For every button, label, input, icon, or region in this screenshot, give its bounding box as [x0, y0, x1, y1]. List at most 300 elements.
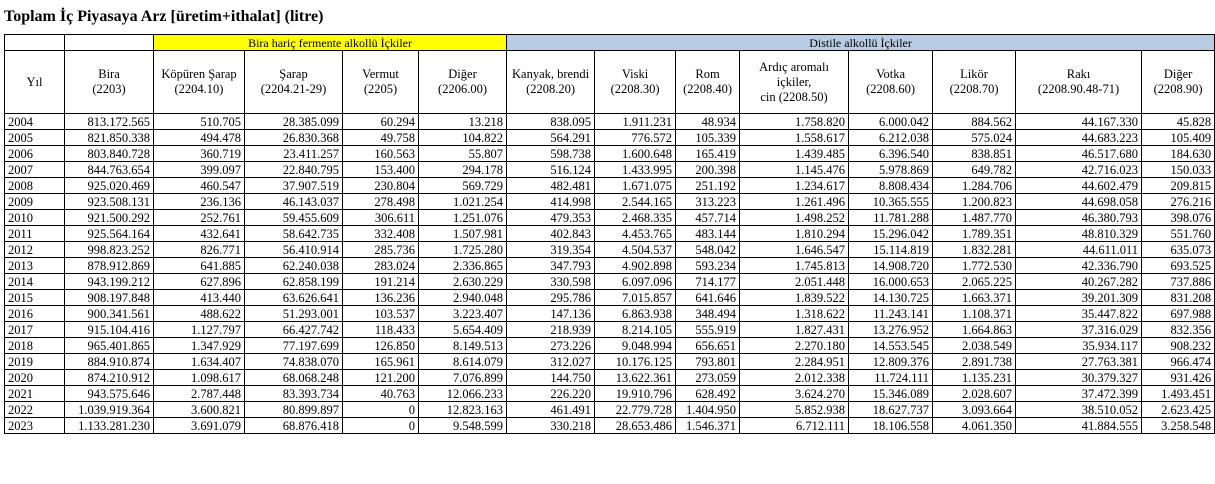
- value-cell[interactable]: 11.781.288: [849, 210, 933, 226]
- value-cell[interactable]: 3.258.548: [1142, 418, 1215, 434]
- value-cell[interactable]: 12.066.233: [419, 386, 507, 402]
- value-cell[interactable]: 402.843: [507, 226, 595, 242]
- value-cell[interactable]: 2.891.738: [933, 354, 1016, 370]
- value-cell[interactable]: 252.761: [154, 210, 245, 226]
- value-cell[interactable]: 432.641: [154, 226, 245, 242]
- value-cell[interactable]: 5.852.938: [740, 402, 849, 418]
- value-cell[interactable]: 2.940.048: [419, 290, 507, 306]
- value-cell[interactable]: 2.284.951: [740, 354, 849, 370]
- year-cell[interactable]: 2013: [5, 258, 65, 274]
- value-cell[interactable]: 105.409: [1142, 130, 1215, 146]
- year-cell[interactable]: 2009: [5, 194, 65, 210]
- value-cell[interactable]: 2.787.448: [154, 386, 245, 402]
- value-cell[interactable]: 28.385.099: [245, 114, 343, 130]
- year-cell[interactable]: 2018: [5, 338, 65, 354]
- column-header[interactable]: [1142, 51, 1215, 114]
- value-cell[interactable]: 218.939: [507, 322, 595, 338]
- value-cell[interactable]: 294.178: [419, 162, 507, 178]
- value-cell[interactable]: 312.027: [507, 354, 595, 370]
- column-header[interactable]: [245, 51, 343, 114]
- year-cell[interactable]: 2023: [5, 418, 65, 434]
- value-cell[interactable]: 838.851: [933, 146, 1016, 162]
- year-cell[interactable]: 2010: [5, 210, 65, 226]
- value-cell[interactable]: 483.144: [676, 226, 740, 242]
- value-cell[interactable]: 74.838.070: [245, 354, 343, 370]
- value-cell[interactable]: 11.243.141: [849, 306, 933, 322]
- value-cell[interactable]: 460.547: [154, 178, 245, 194]
- group-distilled[interactable]: Distile alkollü İçkiler: [507, 35, 1215, 51]
- value-cell[interactable]: 306.611: [343, 210, 419, 226]
- value-cell[interactable]: 635.073: [1142, 242, 1215, 258]
- value-cell[interactable]: 4.453.765: [595, 226, 676, 242]
- column-header-code: (2208.30): [610, 82, 660, 96]
- value-cell[interactable]: 1.911.231: [595, 114, 676, 130]
- value-cell[interactable]: 1.493.451: [1142, 386, 1215, 402]
- value-cell[interactable]: 347.793: [507, 258, 595, 274]
- value-cell[interactable]: 965.401.865: [65, 338, 154, 354]
- value-cell[interactable]: 58.642.735: [245, 226, 343, 242]
- value-cell[interactable]: 1.758.820: [740, 114, 849, 130]
- value-cell[interactable]: 3.223.407: [419, 306, 507, 322]
- column-header[interactable]: [1016, 51, 1142, 114]
- value-cell[interactable]: 628.492: [676, 386, 740, 402]
- value-cell[interactable]: 1.039.919.364: [65, 402, 154, 418]
- value-cell[interactable]: 998.823.252: [65, 242, 154, 258]
- value-cell[interactable]: 7.015.857: [595, 290, 676, 306]
- group-header-row: [5, 35, 1215, 51]
- value-cell[interactable]: 921.500.292: [65, 210, 154, 226]
- value-cell[interactable]: 27.763.381: [1016, 354, 1142, 370]
- value-cell[interactable]: 230.804: [343, 178, 419, 194]
- column-header[interactable]: [419, 51, 507, 114]
- value-cell[interactable]: 4.061.350: [933, 418, 1016, 434]
- value-cell[interactable]: 13.276.952: [849, 322, 933, 338]
- value-cell[interactable]: 1.600.648: [595, 146, 676, 162]
- value-cell[interactable]: 494.478: [154, 130, 245, 146]
- value-cell[interactable]: 1.671.075: [595, 178, 676, 194]
- value-cell[interactable]: 2.028.607: [933, 386, 1016, 402]
- value-cell[interactable]: 714.177: [676, 274, 740, 290]
- value-cell[interactable]: 1.284.706: [933, 178, 1016, 194]
- value-cell[interactable]: 80.899.897: [245, 402, 343, 418]
- value-cell[interactable]: 136.236: [343, 290, 419, 306]
- value-cell[interactable]: 6.712.111: [740, 418, 849, 434]
- value-cell[interactable]: 15.296.042: [849, 226, 933, 242]
- value-cell[interactable]: 13.218: [419, 114, 507, 130]
- value-cell[interactable]: 283.024: [343, 258, 419, 274]
- year-cell[interactable]: 2019: [5, 354, 65, 370]
- value-cell[interactable]: 30.379.327: [1016, 370, 1142, 386]
- value-cell[interactable]: 83.393.734: [245, 386, 343, 402]
- column-header[interactable]: [65, 51, 154, 114]
- value-cell[interactable]: 16.000.653: [849, 274, 933, 290]
- value-cell[interactable]: 1.664.863: [933, 322, 1016, 338]
- value-cell[interactable]: 62.240.038: [245, 258, 343, 274]
- value-cell[interactable]: 900.341.561: [65, 306, 154, 322]
- value-cell[interactable]: 1.810.294: [740, 226, 849, 242]
- value-cell[interactable]: 18.627.737: [849, 402, 933, 418]
- value-cell[interactable]: 150.033: [1142, 162, 1215, 178]
- value-cell[interactable]: 44.698.058: [1016, 194, 1142, 210]
- value-cell[interactable]: 11.724.111: [849, 370, 933, 386]
- value-cell[interactable]: 35.447.822: [1016, 306, 1142, 322]
- value-cell[interactable]: 697.988: [1142, 306, 1215, 322]
- year-cell[interactable]: 2004: [5, 114, 65, 130]
- value-cell[interactable]: 165.419: [676, 146, 740, 162]
- value-cell[interactable]: 48.934: [676, 114, 740, 130]
- value-cell[interactable]: 2.038.549: [933, 338, 1016, 354]
- value-cell[interactable]: 6.000.042: [849, 114, 933, 130]
- value-cell[interactable]: 482.481: [507, 178, 595, 194]
- column-header[interactable]: [676, 51, 740, 114]
- value-cell[interactable]: 44.611.011: [1016, 242, 1142, 258]
- value-cell[interactable]: 153.400: [343, 162, 419, 178]
- value-cell[interactable]: 884.910.874: [65, 354, 154, 370]
- value-cell[interactable]: 46.517.680: [1016, 146, 1142, 162]
- value-cell[interactable]: 273.226: [507, 338, 595, 354]
- value-cell[interactable]: 49.758: [343, 130, 419, 146]
- value-cell[interactable]: 8.614.079: [419, 354, 507, 370]
- value-cell[interactable]: 251.192: [676, 178, 740, 194]
- value-cell[interactable]: 44.683.223: [1016, 130, 1142, 146]
- value-cell[interactable]: 319.354: [507, 242, 595, 258]
- value-cell[interactable]: 1.646.547: [740, 242, 849, 258]
- value-cell[interactable]: 844.763.654: [65, 162, 154, 178]
- group-header-blank: [65, 35, 154, 51]
- value-cell[interactable]: 1.251.076: [419, 210, 507, 226]
- value-cell[interactable]: 46.143.037: [245, 194, 343, 210]
- value-cell[interactable]: 3.093.664: [933, 402, 1016, 418]
- value-cell[interactable]: 273.059: [676, 370, 740, 386]
- value-cell[interactable]: 1.832.281: [933, 242, 1016, 258]
- value-cell[interactable]: 3.691.079: [154, 418, 245, 434]
- value-cell[interactable]: 414.998: [507, 194, 595, 210]
- value-cell[interactable]: 209.815: [1142, 178, 1215, 194]
- value-cell[interactable]: 593.234: [676, 258, 740, 274]
- value-cell[interactable]: 1.108.371: [933, 306, 1016, 322]
- value-cell[interactable]: 40.763: [343, 386, 419, 402]
- value-cell[interactable]: 1.772.530: [933, 258, 1016, 274]
- value-cell[interactable]: 931.426: [1142, 370, 1215, 386]
- value-cell[interactable]: 915.104.416: [65, 322, 154, 338]
- column-header[interactable]: [507, 51, 595, 114]
- value-cell[interactable]: 332.408: [343, 226, 419, 242]
- value-cell[interactable]: 966.474: [1142, 354, 1215, 370]
- value-cell[interactable]: 564.291: [507, 130, 595, 146]
- value-cell[interactable]: 793.801: [676, 354, 740, 370]
- value-cell[interactable]: 348.494: [676, 306, 740, 322]
- year-cell[interactable]: 2011: [5, 226, 65, 242]
- value-cell[interactable]: 1.234.617: [740, 178, 849, 194]
- value-cell[interactable]: 35.934.117: [1016, 338, 1142, 354]
- value-cell[interactable]: 4.504.537: [595, 242, 676, 258]
- year-cell[interactable]: 2014: [5, 274, 65, 290]
- value-cell[interactable]: 1.663.371: [933, 290, 1016, 306]
- value-cell[interactable]: 925.020.469: [65, 178, 154, 194]
- value-cell[interactable]: 1.404.950: [676, 402, 740, 418]
- value-cell[interactable]: 641.646: [676, 290, 740, 306]
- value-cell[interactable]: 1.433.995: [595, 162, 676, 178]
- value-cell[interactable]: 22.779.728: [595, 402, 676, 418]
- year-cell[interactable]: 2022: [5, 402, 65, 418]
- value-cell[interactable]: 908.232: [1142, 338, 1215, 354]
- value-cell[interactable]: 191.214: [343, 274, 419, 290]
- value-cell[interactable]: 803.840.728: [65, 146, 154, 162]
- value-cell[interactable]: 60.294: [343, 114, 419, 130]
- value-cell[interactable]: 19.910.796: [595, 386, 676, 402]
- value-cell[interactable]: 1.145.476: [740, 162, 849, 178]
- value-cell[interactable]: 45.828: [1142, 114, 1215, 130]
- value-cell[interactable]: 479.353: [507, 210, 595, 226]
- year-cell[interactable]: 2021: [5, 386, 65, 402]
- value-cell[interactable]: 28.653.486: [595, 418, 676, 434]
- value-cell[interactable]: 8.808.434: [849, 178, 933, 194]
- value-cell[interactable]: 2.544.165: [595, 194, 676, 210]
- value-cell[interactable]: 103.537: [343, 306, 419, 322]
- value-cell[interactable]: 14.130.725: [849, 290, 933, 306]
- value-cell[interactable]: 627.896: [154, 274, 245, 290]
- value-cell[interactable]: 2.012.338: [740, 370, 849, 386]
- value-cell[interactable]: 278.498: [343, 194, 419, 210]
- value-cell[interactable]: 12.823.163: [419, 402, 507, 418]
- value-cell[interactable]: 44.167.330: [1016, 114, 1142, 130]
- value-cell[interactable]: 874.210.912: [65, 370, 154, 386]
- value-cell[interactable]: 6.863.938: [595, 306, 676, 322]
- value-cell[interactable]: 2.270.180: [740, 338, 849, 354]
- value-cell[interactable]: 1.498.252: [740, 210, 849, 226]
- value-cell[interactable]: 40.267.282: [1016, 274, 1142, 290]
- value-cell[interactable]: 1.127.797: [154, 322, 245, 338]
- value-cell[interactable]: 398.076: [1142, 210, 1215, 226]
- value-cell[interactable]: 226.220: [507, 386, 595, 402]
- value-cell[interactable]: 9.548.599: [419, 418, 507, 434]
- value-cell[interactable]: 13.622.361: [595, 370, 676, 386]
- value-cell[interactable]: 923.508.131: [65, 194, 154, 210]
- value-cell[interactable]: 0: [343, 402, 419, 418]
- value-cell[interactable]: 330.218: [507, 418, 595, 434]
- value-cell[interactable]: 831.208: [1142, 290, 1215, 306]
- year-cell[interactable]: 2008: [5, 178, 65, 194]
- value-cell[interactable]: 1.347.929: [154, 338, 245, 354]
- value-cell[interactable]: 42.336.790: [1016, 258, 1142, 274]
- value-cell[interactable]: 118.433: [343, 322, 419, 338]
- column-header[interactable]: [5, 51, 65, 114]
- value-cell[interactable]: 360.719: [154, 146, 245, 162]
- value-cell[interactable]: 399.097: [154, 162, 245, 178]
- value-cell[interactable]: 943.575.646: [65, 386, 154, 402]
- value-cell[interactable]: 165.961: [343, 354, 419, 370]
- year-cell[interactable]: 2007: [5, 162, 65, 178]
- value-cell[interactable]: 23.411.257: [245, 146, 343, 162]
- value-cell[interactable]: 3.624.270: [740, 386, 849, 402]
- value-cell[interactable]: 1.133.281.230: [65, 418, 154, 434]
- value-cell[interactable]: 548.042: [676, 242, 740, 258]
- value-cell[interactable]: 44.602.479: [1016, 178, 1142, 194]
- value-cell[interactable]: 313.223: [676, 194, 740, 210]
- value-cell[interactable]: 6.212.038: [849, 130, 933, 146]
- value-cell[interactable]: 38.510.052: [1016, 402, 1142, 418]
- value-cell[interactable]: 126.850: [343, 338, 419, 354]
- value-cell[interactable]: 1.487.770: [933, 210, 1016, 226]
- value-cell[interactable]: 184.630: [1142, 146, 1215, 162]
- value-cell[interactable]: 285.736: [343, 242, 419, 258]
- value-cell[interactable]: 1.318.622: [740, 306, 849, 322]
- value-cell[interactable]: 656.651: [676, 338, 740, 354]
- value-cell[interactable]: 1.634.407: [154, 354, 245, 370]
- value-cell[interactable]: 236.136: [154, 194, 245, 210]
- value-cell[interactable]: 413.440: [154, 290, 245, 306]
- value-cell[interactable]: 12.809.376: [849, 354, 933, 370]
- value-cell[interactable]: 37.472.399: [1016, 386, 1142, 402]
- value-cell[interactable]: 15.346.089: [849, 386, 933, 402]
- value-cell[interactable]: 147.136: [507, 306, 595, 322]
- value-cell[interactable]: 3.600.821: [154, 402, 245, 418]
- value-cell[interactable]: 10.365.555: [849, 194, 933, 210]
- value-cell[interactable]: 2.623.425: [1142, 402, 1215, 418]
- year-cell[interactable]: 2015: [5, 290, 65, 306]
- year-cell[interactable]: 2017: [5, 322, 65, 338]
- value-cell[interactable]: 488.622: [154, 306, 245, 322]
- column-header[interactable]: [740, 51, 849, 114]
- value-cell[interactable]: 2.630.229: [419, 274, 507, 290]
- value-cell[interactable]: 14.908.720: [849, 258, 933, 274]
- value-cell[interactable]: 276.216: [1142, 194, 1215, 210]
- value-cell[interactable]: 569.729: [419, 178, 507, 194]
- value-cell[interactable]: 9.048.994: [595, 338, 676, 354]
- value-cell[interactable]: 1.439.485: [740, 146, 849, 162]
- value-cell[interactable]: 1.725.280: [419, 242, 507, 258]
- value-cell[interactable]: 63.626.641: [245, 290, 343, 306]
- value-cell[interactable]: 1.098.617: [154, 370, 245, 386]
- value-cell[interactable]: 1.021.254: [419, 194, 507, 210]
- value-cell[interactable]: 0: [343, 418, 419, 434]
- value-cell[interactable]: 330.598: [507, 274, 595, 290]
- value-cell[interactable]: 39.201.309: [1016, 290, 1142, 306]
- value-cell[interactable]: 551.760: [1142, 226, 1215, 242]
- value-cell[interactable]: 826.771: [154, 242, 245, 258]
- value-cell[interactable]: 838.095: [507, 114, 595, 130]
- value-cell[interactable]: 878.912.869: [65, 258, 154, 274]
- value-cell[interactable]: 105.339: [676, 130, 740, 146]
- value-cell[interactable]: 200.398: [676, 162, 740, 178]
- value-cell[interactable]: 516.124: [507, 162, 595, 178]
- year-cell[interactable]: 2016: [5, 306, 65, 322]
- value-cell[interactable]: 77.197.699: [245, 338, 343, 354]
- value-cell[interactable]: 1.200.823: [933, 194, 1016, 210]
- value-cell[interactable]: 160.563: [343, 146, 419, 162]
- column-header[interactable]: [849, 51, 933, 114]
- value-cell[interactable]: 59.455.609: [245, 210, 343, 226]
- value-cell[interactable]: 821.850.338: [65, 130, 154, 146]
- value-cell[interactable]: 6.097.096: [595, 274, 676, 290]
- year-cell[interactable]: 2020: [5, 370, 65, 386]
- sheet-title[interactable]: Toplam İç Piyasaya Arz [üretim+ithalat] (litre): [4, 8, 324, 25]
- value-cell[interactable]: 5.978.869: [849, 162, 933, 178]
- group-fermented[interactable]: Bira hariç fermente alkollü İçkiler: [154, 35, 507, 51]
- value-cell[interactable]: 1.827.431: [740, 322, 849, 338]
- column-header[interactable]: [933, 51, 1016, 114]
- value-cell[interactable]: 22.840.795: [245, 162, 343, 178]
- value-cell[interactable]: 41.884.555: [1016, 418, 1142, 434]
- value-cell[interactable]: 8.149.513: [419, 338, 507, 354]
- year-cell[interactable]: 2012: [5, 242, 65, 258]
- value-cell[interactable]: 121.200: [343, 370, 419, 386]
- value-cell[interactable]: 813.172.565: [65, 114, 154, 130]
- value-cell[interactable]: 884.562: [933, 114, 1016, 130]
- value-cell[interactable]: 10.176.125: [595, 354, 676, 370]
- value-cell[interactable]: 144.750: [507, 370, 595, 386]
- value-cell[interactable]: 66.427.742: [245, 322, 343, 338]
- value-cell[interactable]: 42.716.023: [1016, 162, 1142, 178]
- value-cell[interactable]: 925.564.164: [65, 226, 154, 242]
- column-header[interactable]: [343, 51, 419, 114]
- value-cell[interactable]: 1.135.231: [933, 370, 1016, 386]
- value-cell[interactable]: 1.546.371: [676, 418, 740, 434]
- value-cell[interactable]: 943.199.212: [65, 274, 154, 290]
- value-cell[interactable]: 295.786: [507, 290, 595, 306]
- value-cell[interactable]: 649.782: [933, 162, 1016, 178]
- value-cell[interactable]: 2.065.225: [933, 274, 1016, 290]
- value-cell[interactable]: 1.261.496: [740, 194, 849, 210]
- value-cell[interactable]: 4.902.898: [595, 258, 676, 274]
- value-cell[interactable]: 510.705: [154, 114, 245, 130]
- value-cell[interactable]: 555.919: [676, 322, 740, 338]
- value-cell[interactable]: 1.839.522: [740, 290, 849, 306]
- value-cell[interactable]: 104.822: [419, 130, 507, 146]
- value-cell[interactable]: 2.468.335: [595, 210, 676, 226]
- value-cell[interactable]: 461.491: [507, 402, 595, 418]
- column-header[interactable]: [154, 51, 245, 114]
- value-cell[interactable]: 15.114.819: [849, 242, 933, 258]
- value-cell[interactable]: 5.654.409: [419, 322, 507, 338]
- value-cell[interactable]: 37.316.029: [1016, 322, 1142, 338]
- value-cell[interactable]: 8.214.105: [595, 322, 676, 338]
- year-cell[interactable]: 2005: [5, 130, 65, 146]
- value-cell[interactable]: 1.745.813: [740, 258, 849, 274]
- value-cell[interactable]: 68.876.418: [245, 418, 343, 434]
- value-cell[interactable]: 68.068.248: [245, 370, 343, 386]
- value-cell[interactable]: 575.024: [933, 130, 1016, 146]
- value-cell[interactable]: 776.572: [595, 130, 676, 146]
- value-cell[interactable]: 2.336.865: [419, 258, 507, 274]
- value-cell[interactable]: 1.558.617: [740, 130, 849, 146]
- value-cell[interactable]: 693.525: [1142, 258, 1215, 274]
- value-cell[interactable]: 7.076.899: [419, 370, 507, 386]
- value-cell[interactable]: 48.810.329: [1016, 226, 1142, 242]
- value-cell[interactable]: 55.807: [419, 146, 507, 162]
- value-cell[interactable]: 18.106.558: [849, 418, 933, 434]
- value-cell[interactable]: 1.507.981: [419, 226, 507, 242]
- value-cell[interactable]: 51.293.001: [245, 306, 343, 322]
- value-cell[interactable]: 37.907.519: [245, 178, 343, 194]
- value-cell[interactable]: 737.886: [1142, 274, 1215, 290]
- value-cell[interactable]: 46.380.793: [1016, 210, 1142, 226]
- value-cell[interactable]: 908.197.848: [65, 290, 154, 306]
- value-cell[interactable]: 2.051.448: [740, 274, 849, 290]
- value-cell[interactable]: 832.356: [1142, 322, 1215, 338]
- value-cell[interactable]: 457.714: [676, 210, 740, 226]
- value-cell[interactable]: 56.410.914: [245, 242, 343, 258]
- value-cell[interactable]: 26.830.368: [245, 130, 343, 146]
- value-cell[interactable]: 62.858.199: [245, 274, 343, 290]
- value-cell[interactable]: 14.553.545: [849, 338, 933, 354]
- value-cell[interactable]: 6.396.540: [849, 146, 933, 162]
- value-cell[interactable]: 1.789.351: [933, 226, 1016, 242]
- year-cell[interactable]: 2006: [5, 146, 65, 162]
- value-cell[interactable]: 598.738: [507, 146, 595, 162]
- value-cell[interactable]: 641.885: [154, 258, 245, 274]
- column-header[interactable]: [595, 51, 676, 114]
